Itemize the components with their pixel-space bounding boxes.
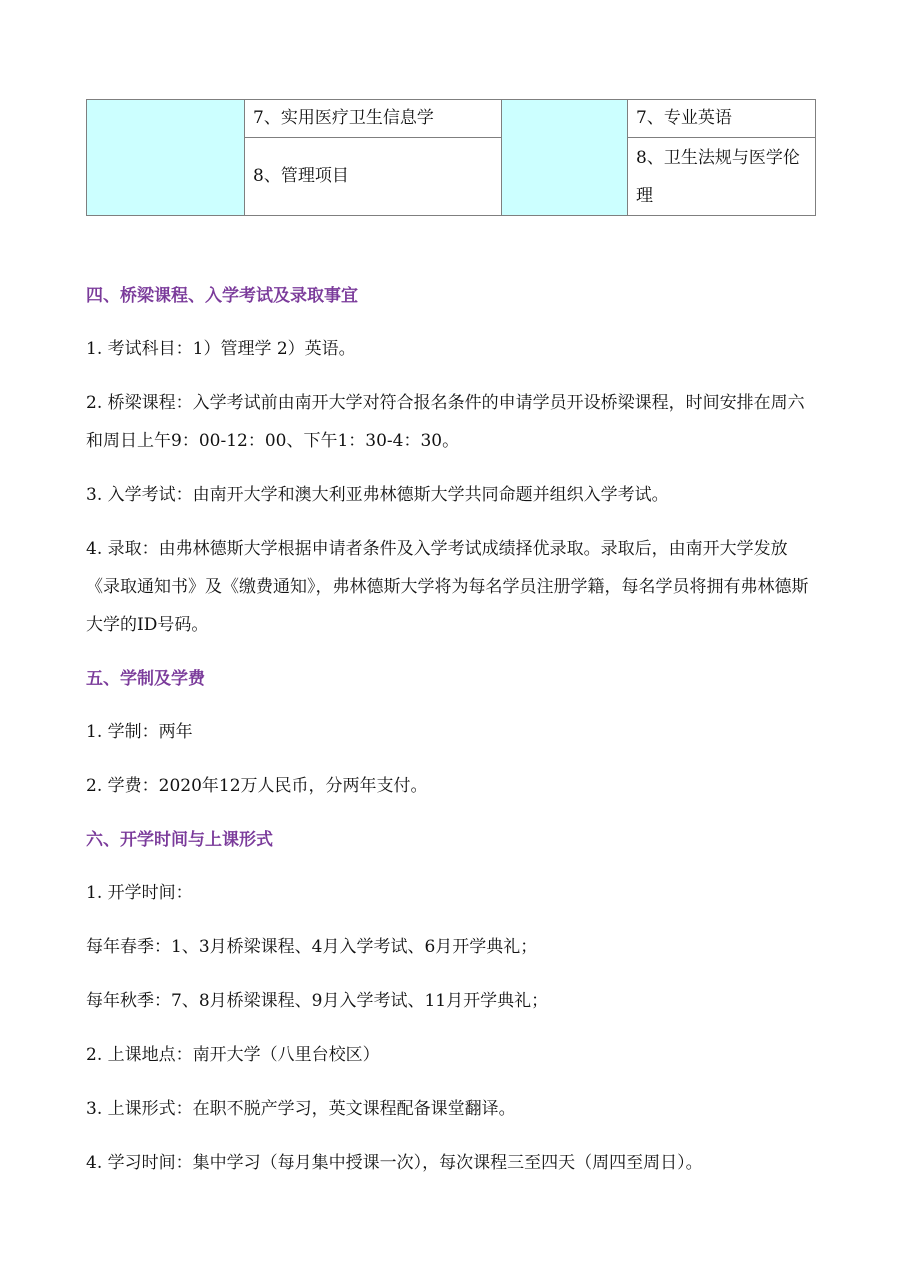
table-cell: 8、管理项目 <box>245 138 502 216</box>
section-heading: 六、开学时间与上课形式 <box>86 830 273 850</box>
paragraph: 3. 入学考试：由南开大学和澳大利亚弗林德斯大学共同命题并组织入学考试。 <box>86 485 669 505</box>
paragraph: 1. 学制：两年 <box>86 722 193 742</box>
table-label-cell <box>87 100 245 216</box>
paragraph: 3. 上课形式：在职不脱产学习，英文课程配备课堂翻译。 <box>86 1099 516 1119</box>
paragraph: 每年秋季：7、8月桥梁课程、9月入学考试、11月开学典礼； <box>86 991 549 1011</box>
section-heading: 五、学制及学费 <box>86 669 205 689</box>
section-heading: 四、桥梁课程、入学考试及录取事宜 <box>86 286 358 306</box>
paragraph: 2. 上课地点：南开大学（八里台校区） <box>86 1045 380 1065</box>
paragraph: 2. 学费：2020年12万人民币，分两年支付。 <box>86 776 428 796</box>
table-cell: 7、实用医疗卫生信息学 <box>245 100 502 138</box>
table-cell: 8、卫生法规与医学伦理 <box>628 138 816 216</box>
paragraph: 1. 开学时间： <box>86 883 193 903</box>
paragraph: 每年春季：1、3月桥梁课程、4月入学考试、6月开学典礼； <box>86 937 538 957</box>
paragraph: 2. 桥梁课程：入学考试前由南开大学对符合报名条件的申请学员开设桥梁课程，时间安排在周六和周日上午9：00-12：00、下午1：30-4：30。 <box>86 393 805 451</box>
table-label-cell <box>502 100 628 216</box>
table-row <box>87 100 816 138</box>
paragraph: 1. 考试科目：1）管理学 2）英语。 <box>86 339 356 359</box>
paragraph: 4. 录取：由弗林德斯大学根据申请者条件及入学考试成绩择优录取。录取后，由南开大学发放《录取通知书》及《缴费通知》，弗林德斯大学将为每名学员注册学籍，每名学员将拥有弗林德斯大学的ID号码。 <box>86 539 809 635</box>
table-cell: 7、专业英语 <box>628 100 816 138</box>
course-table <box>86 99 816 216</box>
paragraph: 4. 学习时间：集中学习（每月集中授课一次），每次课程三至四天（周四至周日）。 <box>86 1153 703 1173</box>
